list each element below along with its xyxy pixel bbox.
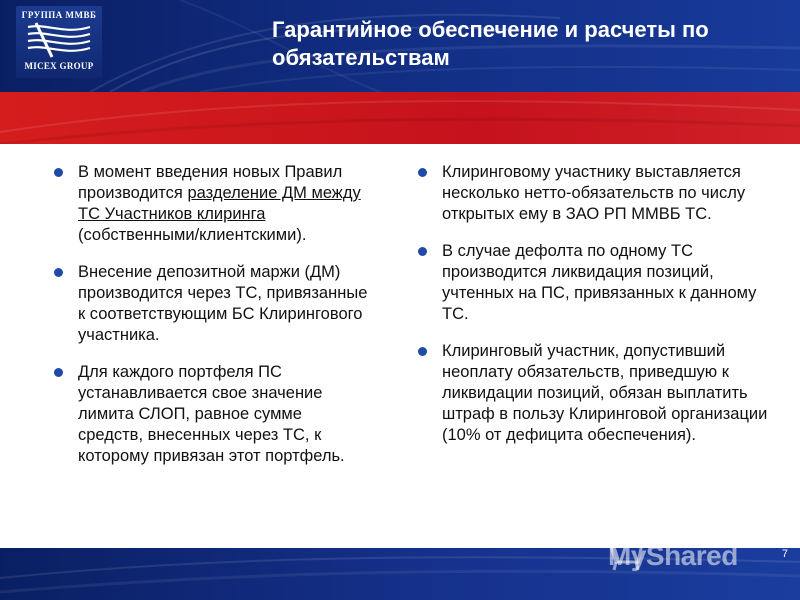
slide-content (0, 144, 800, 548)
logo-bottom-text: MICEX GROUP (24, 61, 94, 71)
left-column (48, 162, 368, 467)
watermark: MyShared (608, 540, 738, 571)
bullet-dot-icon (54, 168, 63, 177)
right-column (412, 162, 782, 446)
page-title: Гарантийное обеспечение и расчеты по обязательствам (272, 17, 709, 70)
micex-emblem-icon (24, 21, 94, 59)
right-bullet-2: В случае дефолта по одному ТС производится ликвидация позиций, учтенных на ПС, привязанных к данному ТС. (412, 241, 782, 325)
underlined-phrase: разделение ДМ между ТС Участников клиринга (78, 184, 361, 223)
page-number: 7 (781, 548, 788, 560)
logo-top-text: ГРУППА ММВБ (21, 10, 97, 20)
left-bullet-1: В момент введения новых Правил производится разделение ДМ между ТС Участников клиринга (собственными/клиентскими). (48, 162, 368, 246)
bullet-dot-icon (418, 347, 427, 356)
bullet-dot-icon (54, 268, 63, 277)
bullet-dot-icon (418, 168, 427, 177)
right-bullet-3: Клиринговый участник, допустивший неоплату обязательств, приведшую к ликвидации позиций, обязан выплатить штраф в пользу Клиринговой организации (10% от дефицита обеспечения). (412, 341, 782, 446)
bullet-dot-icon (54, 368, 63, 377)
left-bullet-2: Внесение депозитной маржи (ДМ) производится через ТС, привязанные к соответствующим БС Клирингового участника. (48, 262, 368, 346)
right-bullet-1: Клиринговому участнику выставляется несколько нетто-обязательств по числу открытых ему в ЗАО РП ММВБ ТС. (412, 162, 782, 225)
bullet-dot-icon (418, 247, 427, 256)
left-bullet-3: Для каждого портфеля ПС устанавливается свое значение лимита СЛОП, равное сумме средств, внесенных через ТС, к которому привязан этот портфель. (48, 362, 368, 467)
red-band (0, 92, 800, 144)
red-band-decoration (0, 92, 800, 144)
